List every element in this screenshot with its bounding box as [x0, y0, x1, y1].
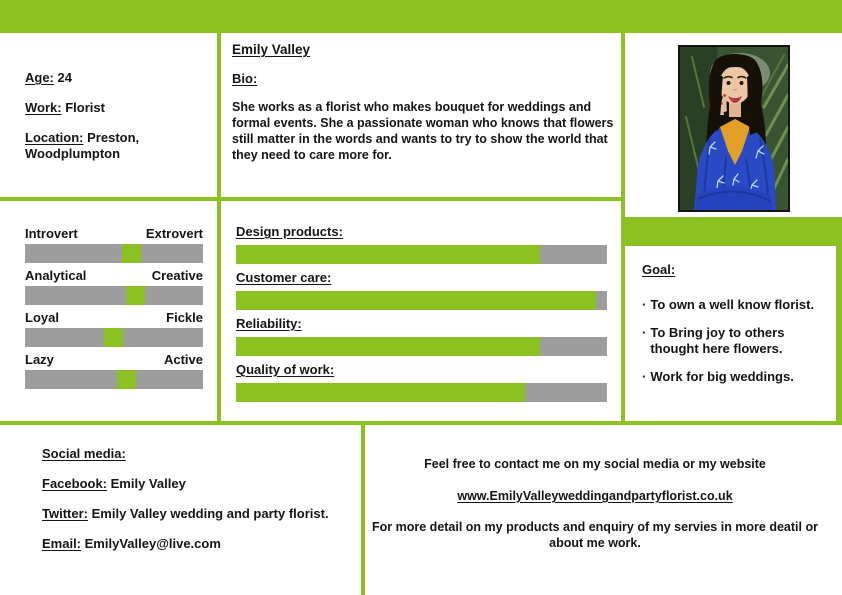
goals-section [642, 262, 826, 397]
age-value: 24 [57, 70, 72, 85]
skill-customer-care [236, 270, 607, 310]
slider-right-label: Active [163, 352, 203, 367]
profile-photo [678, 45, 790, 212]
skill-fill [236, 383, 525, 402]
bio-text: She works as a florist who makes bouquet for weddings and formal events. She a passionate woman who knows that flowers still matter in the words and wants to try to show the world that they need to care more for. [232, 100, 614, 162]
slider-marker[interactable] [104, 328, 123, 347]
top-banner [0, 0, 842, 33]
slider-loyal-fickle [25, 310, 203, 347]
skill-track [236, 291, 607, 310]
personality-sliders-section [25, 226, 203, 394]
bullet-icon: · [642, 297, 647, 312]
skill-label: Customer care: [236, 270, 332, 285]
slider-left-label: Analytical [25, 268, 87, 283]
skill-label: Design products: [236, 224, 343, 239]
age-label: Age: [25, 70, 54, 85]
social-media-section [42, 446, 354, 566]
goal-item [642, 325, 826, 357]
slider-track[interactable] [25, 370, 203, 389]
skill-design-products [236, 224, 607, 264]
slider-analytical-creative [25, 268, 203, 305]
skill-label: Quality of work: [236, 362, 335, 377]
skill-fill [236, 245, 540, 264]
twitter-label: Twitter: [42, 506, 88, 521]
skill-track [236, 337, 607, 356]
location-label: Location: [25, 130, 84, 145]
slider-right-label: Fickle [166, 310, 203, 325]
contact-detail: For more detail on my products and enquiry of my servies in more deatil or about me work. [372, 520, 818, 550]
location-value: Preston, Woodplumpton [25, 130, 140, 161]
slider-track[interactable] [25, 286, 203, 305]
divider-horizontal-bottom [0, 421, 842, 425]
slider-left-label: Lazy [25, 352, 54, 367]
goal-label: Goal: [642, 262, 676, 277]
slider-track[interactable] [25, 244, 203, 263]
skill-reliability [236, 316, 607, 356]
bio-label: Bio: [232, 71, 258, 86]
slider-right-label: Creative [151, 268, 203, 283]
work-value: Florist [65, 100, 105, 115]
social-media-label: Social media: [42, 446, 126, 461]
slider-marker[interactable] [126, 286, 145, 305]
skill-label: Reliability: [236, 316, 302, 331]
slider-left-label: Loyal [25, 310, 59, 325]
divider-bottom-vertical [361, 425, 365, 595]
contact-intro: Feel free to contact me on my social media or my website [424, 457, 766, 471]
basic-info-section [25, 70, 197, 176]
persona-name: Emily Valley [232, 42, 311, 57]
slider-introvert-extrovert [25, 226, 203, 263]
slider-right-label: Extrovert [145, 226, 203, 241]
work-row [25, 100, 197, 116]
email-value: EmilyValley@live.com [84, 536, 221, 551]
facebook-row [42, 476, 354, 492]
contact-section [372, 456, 818, 551]
twitter-row [42, 506, 354, 522]
website-link[interactable]: www.EmilyValleyweddingandpartyflorist.co.uk [457, 489, 733, 503]
location-row [25, 130, 197, 162]
skill-quality-of-work [236, 362, 607, 402]
goal-text: To own a well know florist. [650, 297, 815, 312]
bullet-icon: · [642, 325, 647, 340]
skills-section [236, 224, 607, 408]
goal-item [642, 369, 826, 385]
slider-marker[interactable] [122, 244, 141, 263]
work-label: Work: [25, 100, 62, 115]
divider-left-middle [217, 33, 221, 425]
goal-text: Work for big weddings. [650, 369, 794, 384]
facebook-value: Emily Valley [110, 476, 186, 491]
profile-photo-illustration [680, 47, 788, 210]
skill-track [236, 383, 607, 402]
slider-left-label: Introvert [25, 226, 78, 241]
slider-marker[interactable] [117, 370, 136, 389]
goal-text: To Bring joy to others thought here flowers. [650, 325, 785, 356]
divider-horizontal-middle [0, 197, 625, 201]
slider-lazy-active [25, 352, 203, 389]
slider-track[interactable] [25, 328, 203, 347]
bullet-icon: · [642, 369, 647, 384]
twitter-value: Emily Valley wedding and party florist. [91, 506, 329, 521]
goal-section-right-border [836, 246, 842, 425]
goal-section-banner [625, 217, 842, 246]
email-label: Email: [42, 536, 82, 551]
age-row [25, 70, 197, 86]
goal-item [642, 297, 826, 313]
skill-track [236, 245, 607, 264]
email-row [42, 536, 354, 552]
facebook-label: Facebook: [42, 476, 108, 491]
skill-fill [236, 291, 596, 310]
skill-fill [236, 337, 540, 356]
